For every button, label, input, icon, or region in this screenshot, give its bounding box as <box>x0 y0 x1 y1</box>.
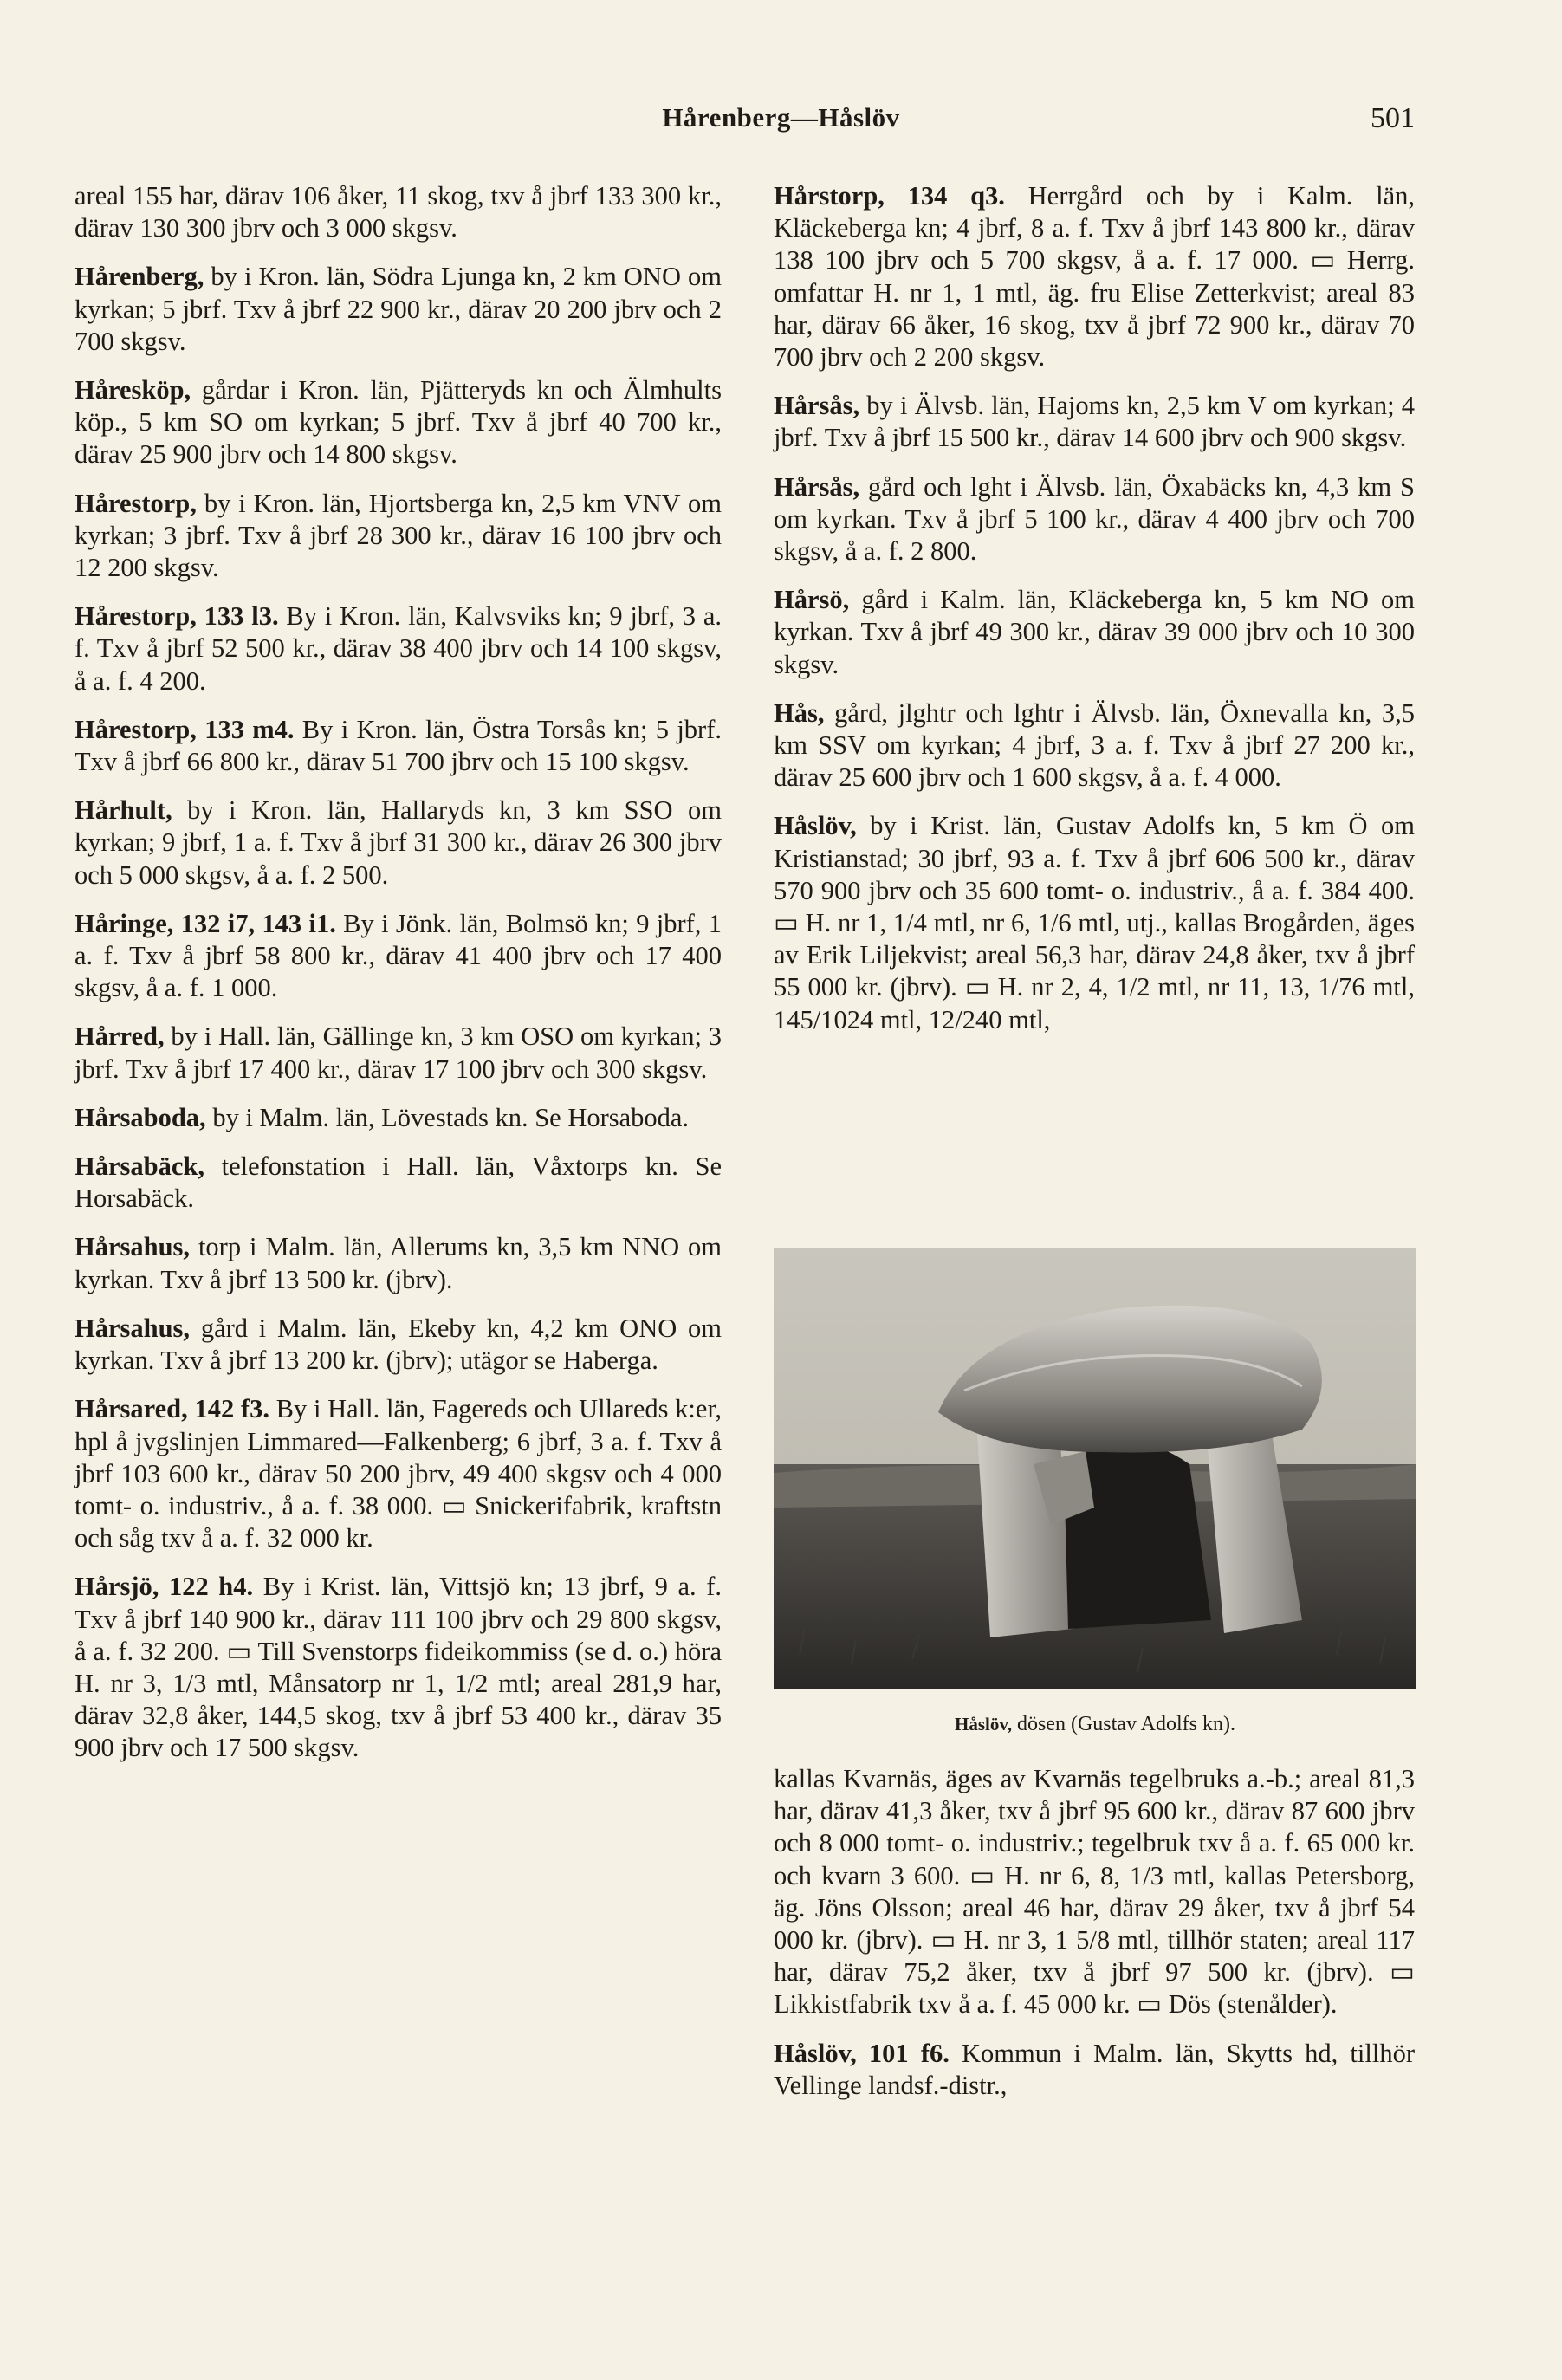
entry-text: by i Kron. län, Hallaryds kn, 3 km SSO om kyrkan; 9 jbrf, 1 a. f. Txv å jbrf 31 300 kr., därav 26 300 jbrv och 5 000 skgsv, å a. f. 2 500. <box>75 795 722 890</box>
entry-headword: Håringe, 132 i7, 143 i1. <box>75 908 336 938</box>
entry-text: gård i Kalm. län, Kläckeberga kn, 5 km NO om kyrkan. Txv å jbrf 49 300 kr., därav 39 000 jbrv och 10 300 skgsv. <box>774 585 1415 679</box>
entry-headword: Hårsahus, <box>75 1232 191 1262</box>
entry-headword: Hås, <box>774 697 825 728</box>
caption-text: dösen (Gustav Adolfs kn). <box>1011 1713 1235 1735</box>
entry <box>75 908 722 1005</box>
page-number: 501 <box>1371 102 1415 134</box>
entry <box>774 697 1415 794</box>
entry <box>774 584 1415 681</box>
entry-text: by i Krist. län, Gustav Adolfs kn, 5 km Ö om Kristianstad; 30 jbrf, 93 a. f. Txv å jbrf 606 500 kr., därav 570 900 jbrv och 35 600 tomt- o. industriv., å a. f. 384 400. ▭ H. nr 1, 1/4 mtl, nr 6, 1/6 mtl, utj., kallas Brogården, äges av Erik Liljekvist; areal 56,3 har, därav 24,8 åker, txv å jbrf 55 000 kr. (jbrv). ▭ H. nr 2, 4, 1/2 mtl, nr 11, 13, 1/76 mtl, 145/1024 mtl, 12/240 mtl, <box>774 811 1415 1034</box>
entry <box>75 1151 722 1215</box>
entry <box>75 1102 722 1134</box>
entry <box>75 600 722 697</box>
entry-headword: Hårsö, <box>774 585 850 615</box>
dolmen-photo <box>774 1248 1416 1689</box>
entry-headword: Hårsjö, 122 h4. <box>75 1572 254 1602</box>
entry-text: Kommun i Malm. län, Skytts hd, tillhör Vellinge landsf.-distr., <box>774 2038 1415 2100</box>
entry <box>75 1571 722 1764</box>
entry <box>75 714 722 778</box>
entry-text: by i Malm. län, Lövestads kn. Se Horsaboda. <box>205 1102 690 1132</box>
entry-headword: Hårsaboda, <box>75 1102 206 1132</box>
entry-text: telefonstation i Hall. län, Våxtorps kn. Se Horsabäck. <box>75 1151 722 1214</box>
entry-text: by i Älvsb. län, Hajoms kn, 2,5 km V om kyrkan; 4 jbrf. Txv å jbrf 15 500 kr., därav 14 600 jbrv och 900 skgsv. <box>774 391 1415 453</box>
entry-headword: Hårestorp, <box>75 488 197 518</box>
entry-text: kallas Kvarnäs, äges av Kvarnäs tegelbruks a.-b.; areal 81,3 har, därav 41,3 åker, txv å jbrf 95 600 kr., därav 87 600 jbrv och 8 000 tomt- o. industriv.; tegelbruk txv å a. f. 65 000 kr. och kvarn 3 600. ▭ H. nr 6, 8, 1/3 mtl, kallas Petersborg, äg. Jöns Olsson; areal 46 har, därav 29 åker, txv å jbrf 54 000 kr. (jbrv). ▭ H. nr 3, 1 5/8 mtl, tillhör staten; areal 117 har, därav 75,2 åker, txv å jbrf 97 500 kr. (jbrv). ▭ Likkistfabrik txv å a. f. 45 000 kr. ▭ Dös (stenålder). <box>774 1764 1415 2020</box>
entry-headword: Hårsabäck, <box>75 1151 204 1182</box>
entry <box>774 180 1415 373</box>
entry-headword: Hårestorp, 133 m4. <box>75 714 295 744</box>
entry-text: gård, jlghtr och lghtr i Älvsb. län, Öxnevalla kn, 3,5 km SSV om kyrkan; 4 jbrf, 3 a. f. Txv å jbrf 27 200 kr., därav 25 600 jbrv och 1 600 skgsv, å a. f. 4 000. <box>774 697 1415 793</box>
entry <box>75 374 722 471</box>
entry-text: gård i Malm. län, Ekeby kn, 4,2 km ONO om kyrkan. Txv å jbrf 13 200 kr. (jbrv); utägor se Haberga. <box>75 1313 722 1376</box>
entry-headword: Hårsås, <box>774 391 860 421</box>
entry-headword: Hårred, <box>75 1021 165 1052</box>
entry-text: areal 155 har, därav 106 åker, 11 skog, txv å jbrf 133 300 kr., därav 130 300 jbrv och 3 000 skgsv. <box>75 181 722 243</box>
entry <box>774 390 1415 454</box>
entry <box>774 471 1415 568</box>
entry-text: By i Kron. län, Östra Torsås kn; 5 jbrf. Txv å jbrf 66 800 kr., därav 51 700 jbrv och 15 100 skgsv. <box>75 714 722 777</box>
entry-headword: Hårsås, <box>774 471 860 502</box>
entry <box>75 180 722 244</box>
entry <box>75 1021 722 1085</box>
entry <box>774 2038 1415 2102</box>
figure-caption <box>774 1713 1416 1736</box>
entry <box>75 1393 722 1554</box>
entry <box>75 1231 722 1295</box>
entry <box>75 488 722 585</box>
running-header-title: Hårenberg—Håslöv <box>662 102 900 133</box>
entry <box>774 810 1415 1035</box>
entry-text: gårdar i Kron. län, Pjätteryds kn och Älmhults köp., 5 km SO om kyrkan; 5 jbrf. Txv å jbrf 40 700 kr., därav 25 900 jbrv och 14 800 skgsv. <box>75 375 722 470</box>
entry-headword: Håresköp, <box>75 375 191 405</box>
entry-headword: Hårhult, <box>75 795 172 826</box>
entry-headword: Håslöv, <box>774 811 857 841</box>
entry-text: Herrgård och by i Kalm. län, Kläckeberga kn; 4 jbrf, 8 a. f. Txv å jbrf 143 800 kr., därav 138 100 jbrv och 5 700 skgsv, å a. f. 17 000. ▭ Herrg. omfattar H. nr 1, 1 mtl, äg. fru Elise Zetterkvist; areal 83 har, därav 66 åker, 16 skog, txv å jbrf 72 900 kr., därav 70 700 jbrv och 2 200 skgsv. <box>774 181 1415 373</box>
entry-headword: Hårestorp, 133 l3. <box>75 601 279 632</box>
entry <box>75 1313 722 1377</box>
entry-text: By i Hall. län, Fagereds och Ullareds k:er, hpl å jvgslinjen Limmared—Falkenberg; 6 jbrf, 3 a. f. Txv å jbrf 103 600 kr., därav 50 200 jbrv, 49 400 skgsv och 4 000 tomt- o. industriv., å a. f. 38 000. ▭ Snickerifabrik, kraftstn och såg txv å a. f. 32 000 kr. <box>75 1394 723 1553</box>
entry-headword: Hårenberg, <box>75 262 204 292</box>
entry-headword: Håslöv, 101 f6. <box>774 2038 950 2068</box>
entry-text: torp i Malm. län, Allerums kn, 3,5 km NNO om kyrkan. Txv å jbrf 13 500 kr. (jbrv). <box>75 1232 722 1294</box>
entry-text: by i Hall. län, Gällinge kn, 3 km OSO om kyrkan; 3 jbrf. Txv å jbrf 17 400 kr., därav 17 100 jbrv och 300 skgsv. <box>75 1021 722 1084</box>
caption-name: Håslöv, <box>955 1714 1012 1735</box>
entry-headword: Hårsahus, <box>75 1313 191 1343</box>
left-column <box>75 180 722 1781</box>
right-column-bottom <box>774 1763 1415 2118</box>
entry-text: By i Jönk. län, Bolmsö kn; 9 jbrf, 1 a. f. Txv å jbrf 58 800 kr., därav 41 400 jbrv och 17 400 skgsv, å a. f. 1 000. <box>75 908 723 1003</box>
entry-text: By i Kron. län, Kalvsviks kn; 9 jbrf, 3 a. f. Txv å jbrf 52 500 kr., därav 38 400 jbrv och 14 100 skgsv, å a. f. 4 200. <box>75 601 723 696</box>
entry-text: by i Kron. län, Södra Ljunga kn, 2 km ONO om kyrkan; 5 jbrf. Txv å jbrf 22 900 kr., därav 20 200 jbrv och 2 700 skgsv. <box>75 262 722 356</box>
entry <box>774 1763 1415 2021</box>
entry-text: gård och lght i Älvsb. län, Öxabäcks kn, 4,3 km S om kyrkan. Txv å jbrf 5 100 kr., därav 4 400 jbrv och 700 skgsv, å a. f. 2 800. <box>774 471 1415 567</box>
entry <box>75 794 722 892</box>
entry-text: By i Krist. län, Vittsjö kn; 13 jbrf, 9 a. f. Txv å jbrf 140 900 kr., därav 111 100 jbrv och 29 800 skgsv, å a. f. 32 200. ▭ Till Svenstorps fideikommiss (se d. o.) höra H. nr 3, 1/3 mtl, Månsatorp nr 1, 1/2 mtl; areal 281,9 har, därav 32,8 åker, 144,5 skog, txv å jbrf 53 400 kr., därav 35 900 jbrv och 17 500 skgsv. <box>75 1572 723 1763</box>
entry-text: by i Kron. län, Hjortsberga kn, 2,5 km VNV om kyrkan; 3 jbrf. Txv å jbrf 28 300 kr., därav 16 100 jbrv och 12 200 skgsv. <box>75 488 722 583</box>
entry-headword: Hårsared, 142 f3. <box>75 1394 269 1424</box>
entry <box>75 261 722 358</box>
right-column-top <box>774 180 1415 1053</box>
entry-headword: Hårstorp, 134 q3. <box>774 181 1005 211</box>
